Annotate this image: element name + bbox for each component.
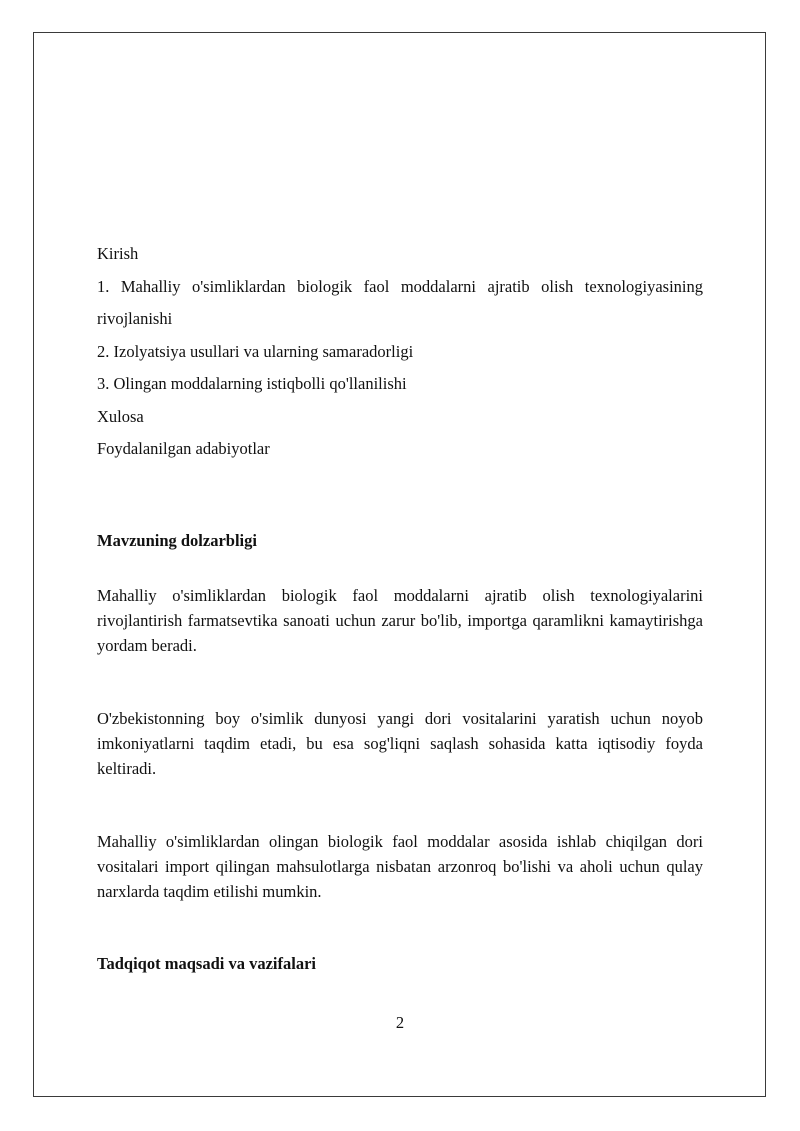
toc-item-2: 2. Izolyatsiya usullari va ularning samaradorligi <box>97 341 414 361</box>
section-heading-relevance: Mavzuning dolzarbligi <box>97 531 257 550</box>
page-border <box>33 32 766 1097</box>
toc-item-intro: Kirish <box>97 244 139 263</box>
toc-item-3: 3. Olingan moddalarning istiqbolli qo'llanilishi <box>97 374 407 393</box>
paragraph: O'zbekistonning boy o'simlik dunyosi yangi dori vositalarini yaratish uchun noyob imkoniyatlarni taqdim etadi, bu esa sog'liqni saqlash sohasida katta iqtisodiy foyda keltiradi. <box>97 709 703 778</box>
paragraph: Mahalliy o'simliklardan olingan biologik faol moddalar asosida ishlab chiqilgan dori vositalari import qilingan mahsulotlarga nisbatan arzonroq bo'lishi va aholi uchun qulay narxlarda taqdim etilishi mumkin. <box>97 832 703 901</box>
toc-item-1: 1. Mahalliy o'simliklardan biologik faol moddalarni ajratib olish texnologiyasining rivojlanishi <box>97 276 703 328</box>
page-number: 2 <box>395 1013 405 1032</box>
toc-item-conclusion: Xulosa <box>97 406 144 426</box>
paragraph: Mahalliy o'simliklardan biologik faol moddalarni ajratib olish texnologiyalarini rivojlantirish farmatsevtika sanoati uchun zarur bo'lib, importga qaramlikni kamaytirishga yordam beradi. <box>97 586 703 655</box>
toc-item-references: Foydalanilgan adabiyotlar <box>97 439 270 458</box>
table-of-contents <box>97 238 703 466</box>
section-heading-goals: Tadqiqot maqsadi va vazifalari <box>97 954 316 973</box>
